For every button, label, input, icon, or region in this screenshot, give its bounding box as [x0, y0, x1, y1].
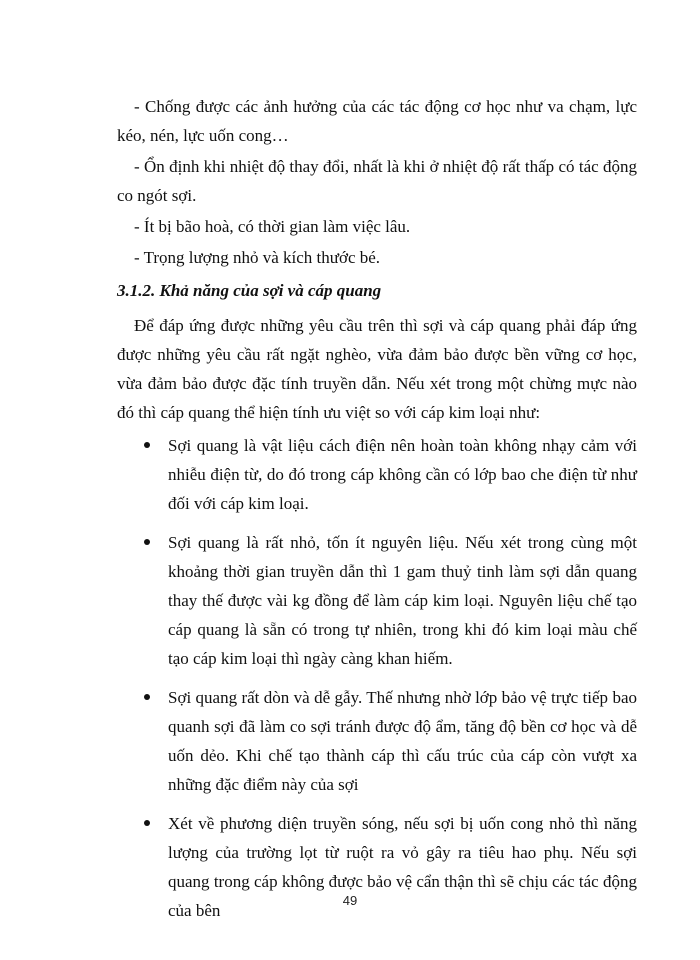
- intro-line-2: - Ổn định khi nhiệt độ thay đổi, nhất là khi ở nhiệt độ rất thấp có tác động co ngót sợi.: [117, 157, 637, 205]
- list-item-text: Xét về phương diện truyền sóng, nếu sợi bị uốn cong nhỏ thì năng lượng của trường lọt từ ruột ra vỏ gây ra tiêu hao phụ. Nếu sợi quang trong cáp không được bảo vệ cẩn thận thì sẽ chịu các tác động của bên: [168, 814, 637, 920]
- bullet-list: [117, 431, 637, 925]
- intro-line-1: - Chống được các ảnh hưởng của các tác động cơ học như va chạm, lực kéo, nén, lực uốn cong…: [117, 97, 637, 145]
- bullet-icon: [144, 694, 150, 700]
- page-content: [117, 92, 637, 935]
- list-item-text: Sợi quang rất dòn và dễ gẫy. Thế nhưng nhờ lớp bảo vệ trực tiếp bao quanh sợi đã làm co sợi tránh được độ ẩm, tăng độ bền cơ học và dễ uốn dẻo. Khi chế tạo thành cáp thì cấu trúc của cáp còn vượt xa những đặc điểm này của sợi: [168, 688, 637, 794]
- section-heading: 3.1.2. Khả năng của sợi và cáp quang: [117, 281, 382, 300]
- intro-line-4: - Trọng lượng nhỏ và kích thước bé.: [134, 248, 381, 267]
- list-item-text: Sợi quang là rất nhỏ, tốn ít nguyên liệu. Nếu xét trong cùng một khoảng thời gian truyền dẫn thì 1 gam thuỷ tinh làm sợi dẫn quang thay thế được vài kg đồng để làm cáp kim loại. Nguyên liệu chế tạo cáp quang là sẵn có trong tự nhiên, trong khi đó kim loại màu chế tạo cáp kim loại thì ngày càng khan hiếm.: [168, 533, 637, 668]
- page-number: 49: [342, 893, 358, 908]
- list-item: [117, 683, 637, 799]
- intro-line-3: - Ít bị bão hoà, có thời gian làm việc lâu.: [134, 217, 411, 236]
- bullet-icon: [144, 442, 150, 448]
- body-paragraph: Để đáp ứng được những yêu cầu trên thì sợi và cáp quang phải đáp ứng được những yêu cầu rất ngặt nghèo, vừa đảm bảo được bền vững cơ học, vừa đảm bảo được đặc tính truyền dẫn. Nếu xét trong một chừng mực nào đó thì cáp quang thể hiện tính ưu việt so với cáp kim loại như:: [117, 316, 637, 422]
- bullet-icon: [144, 820, 150, 826]
- list-item-text: Sợi quang là vật liệu cách điện nên hoàn toàn không nhạy cảm với nhiễu điện từ, do đó trong cáp không cần có lớp bao che điện từ như đối với cáp kim loại.: [168, 436, 637, 513]
- list-item: [117, 431, 637, 518]
- list-item: [117, 528, 637, 673]
- bullet-icon: [144, 539, 150, 545]
